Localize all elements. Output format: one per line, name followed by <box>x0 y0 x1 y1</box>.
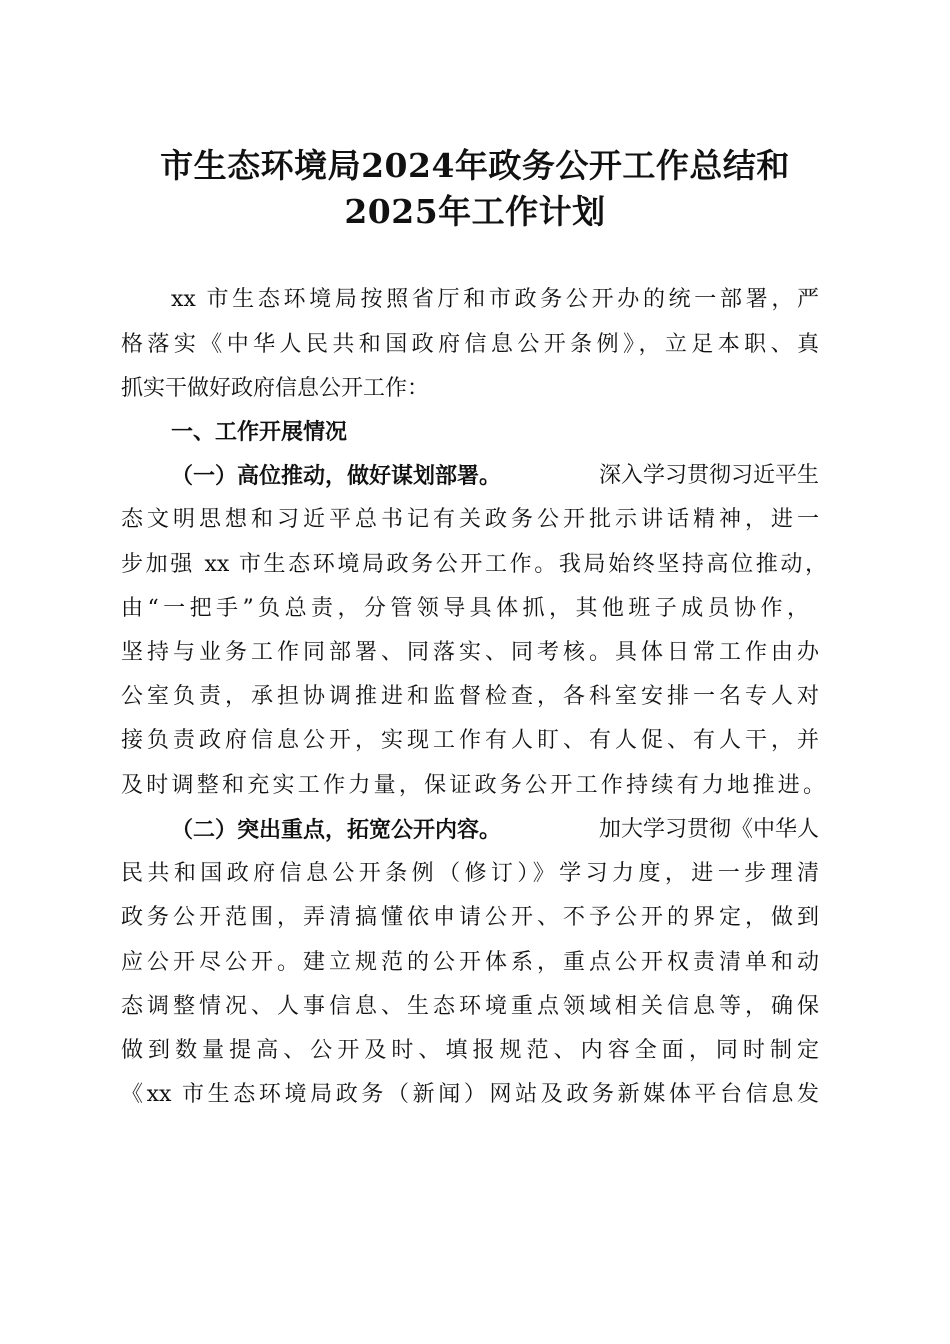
item-1-line: 态文明思想和习近平总书记有关政务公开批示讲话精神，进一 <box>121 507 819 532</box>
item-2-first-line <box>171 815 819 845</box>
section-heading: 一、工作开展情况 <box>171 419 348 445</box>
document-title-line-1: 市生态环境局2024年政务公开工作总结和 <box>160 146 790 185</box>
item-2-heading: （二）突出重点，拓宽公开内容。 <box>171 817 502 843</box>
document-title-line-2: 2025年工作计划 <box>344 192 606 231</box>
item-1-line: 及时调整和充实工作力量，保证政务公开工作持续有力地推进。 <box>121 773 825 798</box>
item-1-first-line <box>171 461 819 491</box>
intro-line: 抓实干做好政府信息公开工作： <box>121 376 430 401</box>
intro-line: 格落实《中华人民共和国政府信息公开条例》，立足本职、真 <box>121 332 819 357</box>
item-2-line: 做到数量提高、公开及时、填报规范、内容全面，同时制定 <box>121 1038 819 1063</box>
item-1-line: 坚持与业务工作同部署、同落实、同考核。具体日常工作由办 <box>121 640 819 665</box>
item-1-first-line-text: 深入学习贯彻习近平生 <box>598 463 819 488</box>
item-1-line: 步加强 xx 市生态环境局政务公开工作。我局始终坚持高位推动， <box>121 552 827 577</box>
item-2-first-line-text: 加大学习贯彻《中华人 <box>598 817 819 842</box>
item-1-line: 接负责政府信息公开，实现工作有人盯、有人促、有人干，并 <box>121 728 819 753</box>
item-2-line: 应公开尽公开。建立规范的公开体系，重点公开权责清单和动 <box>121 950 819 975</box>
intro-line: xx 市生态环境局按照省厅和市政务公开办的统一部署，严 <box>171 287 819 312</box>
item-1-line: 由“一把手”负总责，分管领导具体抓，其他班子成员协作， <box>121 596 809 621</box>
item-2-line: 政务公开范围，弄清搞懂依申请公开、不予公开的界定，做到 <box>121 905 819 930</box>
item-2-line: 态调整情况、人事信息、生态环境重点领域相关信息等，确保 <box>121 994 819 1019</box>
item-1-line: 公室负责，承担协调推进和监督检查，各科室安排一名专人对 <box>121 684 819 709</box>
item-2-line: 《xx 市生态环境局政务（新闻）网站及政务新媒体平台信息发 <box>121 1082 819 1107</box>
item-1-heading: （一）高位推动，做好谋划部署。 <box>171 463 502 489</box>
item-2-line: 民共和国政府信息公开条例（修订）》学习力度，进一步理清 <box>121 861 819 886</box>
